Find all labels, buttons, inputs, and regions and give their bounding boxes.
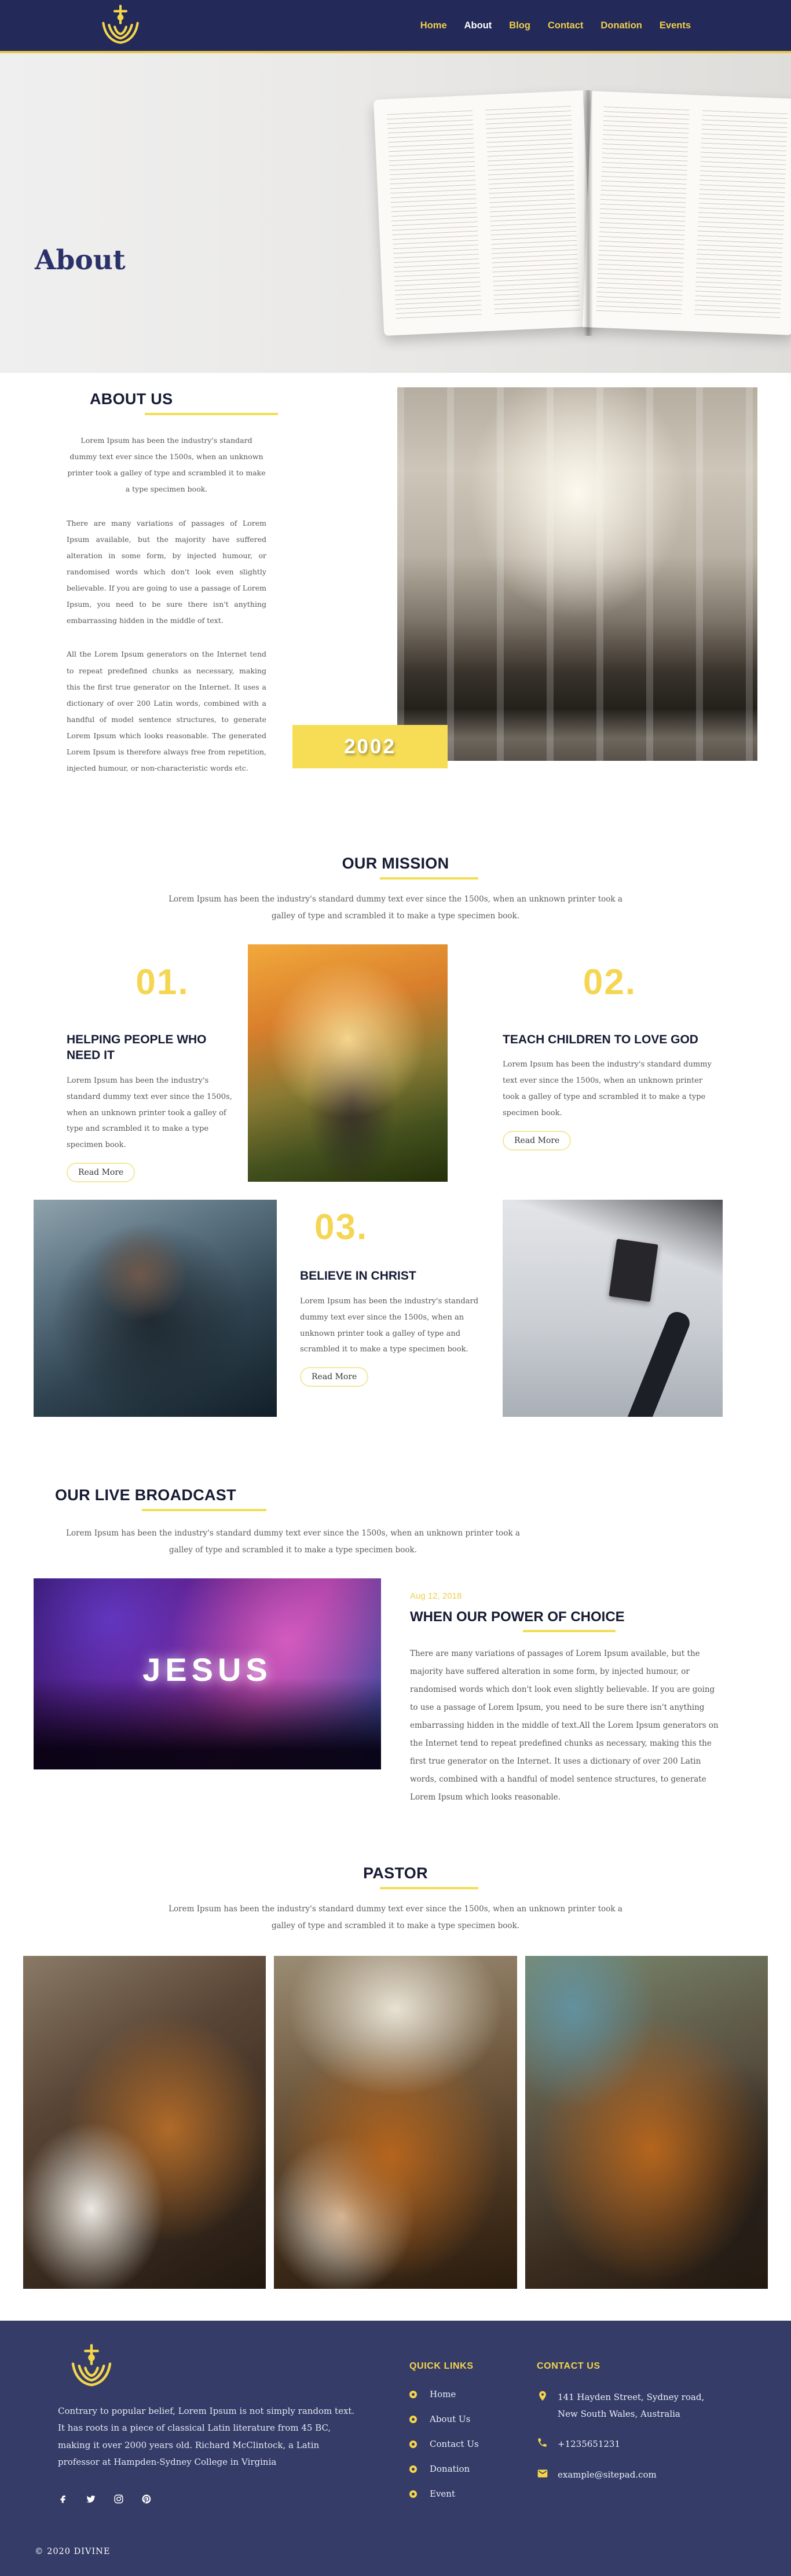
bible-left-page [373, 90, 594, 336]
about-paragraph: There are many variations of passages of Lorem Ipsum available, but the majority have suffered alteration in some form, by injected humour, or randomised words which don't look even slightly believable. If you are going to use a passage of Lorem Ipsum, you need to be sure there isn't anything embarrassing hidden in the middle of text. [67, 518, 266, 625]
crown-cross-logo-icon [98, 4, 142, 47]
nav-item-events[interactable]: Events [659, 20, 691, 31]
mission-title-1: HELPING PEOPLE WHO NEED IT [67, 1033, 207, 1062]
footer-quick-links-column [409, 2343, 534, 2513]
quick-link-label: About Us [430, 2414, 471, 2425]
contact-address [558, 2389, 704, 2422]
mission-subtitle: Lorem Ipsum has been the industry's standard dummy text ever since the 1500s, when an unknown printer took a galley of type and scrambled it to make a type specimen book. [169, 895, 622, 921]
church-interior-image [397, 387, 757, 761]
pastor-photo-1 [23, 1956, 266, 2289]
contact-us-heading: CONTACT US [537, 2361, 600, 2372]
footer-logo [68, 2343, 115, 2390]
bible-right-page [583, 91, 791, 335]
about-paragraph: All the Lorem Ipsum generators on the Internet tend to repeat predefined chunks as necessary, making this the first true generator on the Internet. It uses a dictionary of over 200 Latin words, combined with a handful of model sentence structures, to generate Lorem Ipsum which looks reasonable. The generated Lorem Ipsum is therefore always free from repetition, injected humour, or non-characteristic words etc. [67, 650, 266, 773]
site-header [0, 0, 791, 53]
mission-title-2: TEACH CHILDREN TO LOVE GOD [503, 1033, 698, 1047]
contact-address-row [537, 2389, 722, 2422]
ring-dot-icon [409, 2391, 417, 2398]
mission-text-1: Lorem Ipsum has been the industry's standard dummy text ever since the 1500s, when an unknown printer took a galley of type and scrambled it to make a type specimen book. [67, 1076, 232, 1150]
broadcast-heading: OUR LIVE BROADCAST [55, 1486, 236, 1504]
read-more-button[interactable]: Read More [300, 1367, 368, 1387]
mission-card-2 [448, 944, 757, 1182]
footer-contact-column [537, 2343, 722, 2513]
nav-item-home[interactable]: Home [420, 20, 447, 31]
nav-item-blog[interactable]: Blog [509, 20, 530, 31]
ring-dot-icon [409, 2416, 417, 2423]
quick-link-home[interactable] [409, 2389, 534, 2399]
address-line-2: New South Wales, Australia [558, 2408, 680, 2419]
pastor-heading: PASTOR [363, 1864, 428, 1882]
bible-gutter-shadow [584, 90, 593, 336]
yellow-underline [523, 1630, 616, 1632]
bible-held-up-image [503, 1200, 723, 1417]
pastor-photo-3 [525, 1956, 768, 2289]
jesus-image-text: JESUS [142, 1651, 272, 1688]
page-title: About [35, 244, 126, 276]
children-reading-image [248, 944, 448, 1182]
facebook-icon[interactable] [58, 2494, 68, 2504]
site-footer [0, 2321, 791, 2576]
quick-link-label: Event [430, 2489, 455, 2500]
post-date: Aug 12, 2018 [410, 1591, 462, 1602]
mission-text-3: Lorem Ipsum has been the industry's standard dummy text ever since the 1500s, when an unknown printer took a galley of type and scrambled it to make a type specimen book. [300, 1296, 479, 1354]
read-more-button[interactable]: Read More [67, 1163, 135, 1182]
pastor-gallery [23, 1956, 768, 2289]
ring-dot-icon [409, 2441, 417, 2448]
pinterest-icon[interactable] [141, 2494, 152, 2504]
envelope-icon [537, 2468, 548, 2479]
yellow-underline [145, 413, 278, 415]
mission-heading: OUR MISSION [342, 855, 449, 873]
nav-item-contact[interactable]: Contact [547, 20, 584, 31]
contact-phone: +1235651231 [558, 2439, 621, 2450]
broadcast-post [410, 1578, 722, 1807]
social-links [58, 2494, 358, 2504]
phone-icon [537, 2437, 548, 2449]
mission-number-2: 02. [583, 962, 637, 1003]
post-title: WHEN OUR POWER OF CHOICE [410, 1609, 625, 1625]
founded-year-badge: 2002 [292, 725, 448, 768]
yellow-underline [380, 1887, 478, 1889]
site-logo[interactable] [98, 4, 142, 47]
post-text: There are many variations of passages of Lorem Ipsum available, but the majority have suffered alteration in some form, by injected humour, or randomised words which don't look even slightly believable. If you are going to use a passage of Lorem Ipsum, you need to be sure there isn't anything embarrassing hidden in the middle of text.All the Lorem Ipsum generators on the Internet tend to repeat predefined chunks as necessary, making this the first true generator on the Internet. It uses a dictionary of over 200 Latin words, combined with a handful of model sentence structures, to generate Lorem Ipsum which looks reasonable. [410, 1649, 719, 1802]
mission-title-3: BELIEVE IN CHRIST [300, 1269, 416, 1283]
pastor-subtitle: Lorem Ipsum has been the industry's standard dummy text ever since the 1500s, when an unknown printer took a galley of type and scrambled it to make a type specimen book. [169, 1904, 622, 1930]
yellow-underline [142, 1509, 266, 1511]
mission-number-3: 03. [314, 1207, 368, 1248]
pastor-photo-2 [274, 1956, 517, 2289]
footer-about-column [34, 2343, 358, 2513]
pastor-section [0, 1864, 791, 2289]
ring-dot-icon [409, 2465, 417, 2473]
copyright-text: © 2020 DIVINE [35, 2547, 111, 2557]
footer-about-text: Contrary to popular belief, Lorem Ipsum is not simply random text. It has roots in a piece of classical Latin literature from 45 BC, making it over 2000 years old. Richard McClintock, a Latin professor at Hampden-Sydney College in Virginia [58, 2406, 355, 2467]
quick-links-list [409, 2389, 534, 2499]
mission-row-1 [34, 944, 757, 1182]
quick-link-donation[interactable] [409, 2464, 534, 2474]
man-praying-image [34, 1200, 277, 1417]
about-section [0, 373, 791, 820]
contact-email-row[interactable] [537, 2467, 722, 2483]
yellow-underline [380, 877, 478, 880]
mission-number-1: 01. [136, 962, 189, 1003]
jesus-concert-image [34, 1578, 381, 1769]
address-line-1: 141 Hayden Street, Sydney road, [558, 2392, 705, 2403]
main-nav [420, 20, 691, 31]
mission-row-2 [34, 1200, 757, 1417]
about-paragraph: Lorem Ipsum has been the industry's standard dummy text ever since the 1500s, when an unknown printer took a galley of type and scrambled it to make a type specimen book. [67, 436, 266, 494]
mission-section [0, 820, 791, 1417]
nav-item-donation[interactable]: Donation [600, 20, 642, 31]
quick-link-event[interactable] [409, 2489, 534, 2499]
contact-email: example@sitepad.com [558, 2469, 657, 2480]
instagram-icon[interactable] [113, 2494, 124, 2504]
about-media [344, 387, 757, 761]
twitter-icon[interactable] [86, 2494, 96, 2504]
quick-link-contact-us[interactable] [409, 2439, 534, 2449]
mission-card-3 [277, 1200, 503, 1417]
quick-link-label: Home [430, 2389, 456, 2400]
crown-cross-logo-icon [68, 2343, 115, 2390]
broadcast-section [0, 1417, 791, 1807]
broadcast-subtitle: Lorem Ipsum has been the industry's standard dummy text ever since the 1500s, when an unknown printer took a galley of type and scrambled it to make a type specimen book. [66, 1529, 520, 1555]
quick-link-label: Contact Us [430, 2439, 479, 2450]
quick-links-heading: QUICK LINKS [409, 2361, 474, 2372]
contact-phone-row[interactable] [537, 2436, 722, 2453]
hero-section [0, 53, 791, 373]
read-more-button[interactable]: Read More [503, 1131, 571, 1150]
nav-item-about[interactable]: About [464, 20, 492, 31]
about-heading: ABOUT US [90, 390, 173, 408]
mission-text-2: Lorem Ipsum has been the industry's standard dummy text ever since the 1500s, when an unknown printer took a galley of type and scrambled it to make a type specimen book. [503, 1060, 712, 1118]
map-pin-icon [537, 2390, 548, 2402]
quick-link-about-us[interactable] [409, 2414, 534, 2424]
ring-dot-icon [409, 2490, 417, 2498]
quick-link-label: Donation [430, 2464, 470, 2475]
open-bible-image [371, 80, 791, 352]
mission-card-1 [34, 944, 248, 1182]
broadcast-row [34, 1578, 757, 1807]
about-text-column [34, 387, 266, 776]
